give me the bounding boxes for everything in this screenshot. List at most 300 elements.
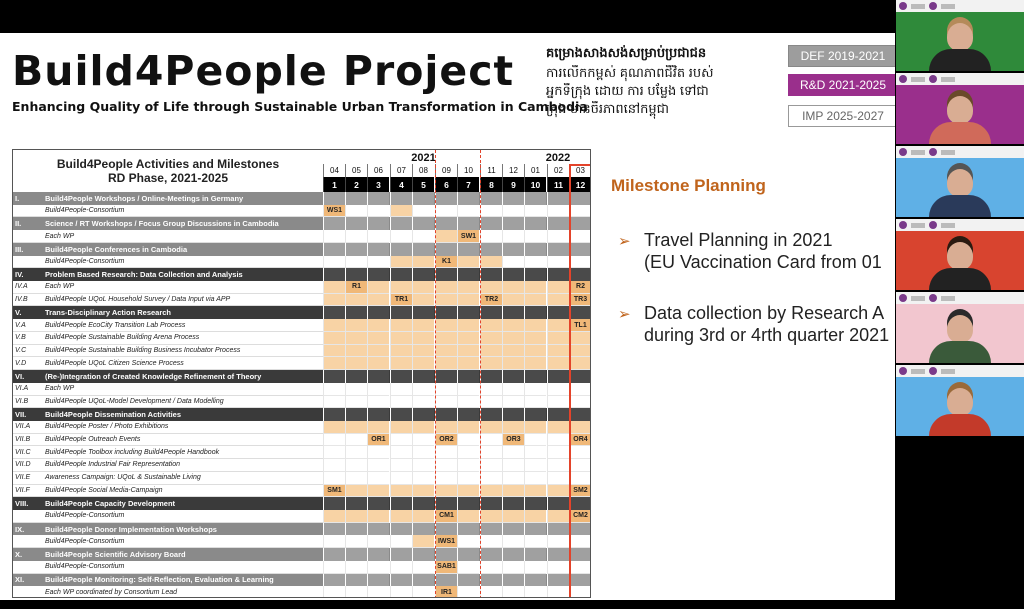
participant-silhouette: [929, 388, 991, 436]
activity-row: [13, 446, 591, 459]
milestone-dash-line-8: [480, 150, 481, 598]
logo-bar-icon: [941, 77, 955, 82]
activity-row: [13, 535, 591, 548]
row-label: [13, 256, 323, 269]
timeline-cell: [412, 574, 434, 587]
timeline-cell: [435, 268, 457, 281]
timeline-cell: [345, 523, 367, 536]
timeline-cell: [480, 421, 502, 434]
bullet-2-line-2: during 3rd or 4rth quarter 2021: [644, 325, 890, 345]
video-tile-2[interactable]: [896, 73, 1024, 144]
activity-row: [13, 319, 591, 332]
timeline-cell: [323, 217, 345, 230]
row-code: VII.A: [15, 423, 31, 431]
timeline-cell: [367, 383, 389, 396]
timeline-cell: [524, 230, 546, 243]
logo-bar-icon: [941, 4, 955, 9]
row-label: [13, 574, 323, 587]
timeline-cell: [502, 230, 524, 243]
timeline-cell: [412, 523, 434, 536]
month-cell: 05: [345, 164, 367, 177]
timeline-cell: [524, 192, 546, 205]
timeline-cell: [345, 319, 367, 332]
milestone-marker: OR1: [367, 434, 389, 447]
row-label-text: Build4People Poster / Photo Exhibitions: [45, 423, 169, 431]
row-label-text: Build4People Capacity Development: [45, 499, 176, 509]
logo-dot-icon: [899, 367, 907, 375]
timeline-cell: [480, 217, 502, 230]
timeline-cell: [390, 370, 412, 383]
timeline-cell: [323, 586, 345, 598]
timeline-cell: [323, 497, 345, 510]
row-label: [13, 370, 323, 383]
timeline-cell: [345, 217, 367, 230]
row-label: [13, 472, 323, 485]
timeline-cell: [457, 205, 479, 218]
timeline-cell: [547, 523, 569, 536]
timeline-cell: [367, 268, 389, 281]
timeline-cell: [502, 421, 524, 434]
row-label-text: Build4People Conferences in Cambodia: [45, 244, 188, 254]
row-code: VII.B: [15, 436, 31, 444]
milestone-marker: SAB1: [435, 561, 457, 574]
timeline-cell: [524, 535, 546, 548]
timeline-cell: [480, 497, 502, 510]
timeline-cell: [345, 434, 367, 447]
timeline-cell: [524, 408, 546, 421]
timeline-cell: [502, 332, 524, 345]
row-label: [13, 230, 323, 243]
timeline-cell: [502, 256, 524, 269]
row-label: [13, 459, 323, 472]
row-label-text: Build4People-Consortium: [45, 257, 125, 265]
timeline-cell: [547, 205, 569, 218]
timeline-cell: [547, 332, 569, 345]
milestone-marker: SM1: [323, 485, 345, 498]
timeline-cell: [412, 586, 434, 598]
timeline-cell: [412, 357, 434, 370]
timeline-cell: [435, 383, 457, 396]
partner-logos-strip: [896, 146, 1024, 158]
period-number-cell: 5: [412, 177, 434, 192]
timeline-cell: [547, 497, 569, 510]
timeline-cell: [435, 230, 457, 243]
timeline-cell: [412, 370, 434, 383]
timeline-cell: [367, 319, 389, 332]
activity-row: [13, 281, 591, 294]
khmer-title: គម្រោងសាងសង់សម្រាប់ប្រជាជន: [546, 45, 707, 60]
month-cell: 09: [435, 164, 457, 177]
timeline-cell: [435, 357, 457, 370]
period-number-cell: 7: [457, 177, 479, 192]
timeline-cell: [524, 383, 546, 396]
timeline-cell: [390, 548, 412, 561]
video-tile-3[interactable]: [896, 146, 1024, 217]
month-cell: 06: [367, 164, 389, 177]
row-label-text: Build4People-Consortium: [45, 512, 125, 520]
timeline-cell: [390, 256, 412, 269]
timeline-cell: [390, 192, 412, 205]
timeline-cell: [524, 485, 546, 498]
timeline-cell: [480, 535, 502, 548]
period-number-cell: 10: [524, 177, 546, 192]
timeline-cell: [480, 574, 502, 587]
timeline-cell: [390, 332, 412, 345]
timeline-cell: [524, 421, 546, 434]
timeline-cell: [390, 306, 412, 319]
logo-bar-icon: [911, 77, 925, 82]
timeline-cell: [502, 319, 524, 332]
timeline-cell: [345, 586, 367, 598]
timeline-cell: [345, 370, 367, 383]
timeline-cell: [367, 408, 389, 421]
year-2021: 2021: [411, 151, 436, 164]
row-label-text: (Re-)Integration of Created Knowledge Refinement of Theory: [45, 371, 262, 381]
timeline-cell: [435, 319, 457, 332]
row-code: V.: [15, 308, 22, 318]
row-label: [13, 586, 323, 598]
timeline-cell: [547, 256, 569, 269]
row-label: [13, 357, 323, 370]
timeline-cell: [547, 472, 569, 485]
timeline-cell: [435, 446, 457, 459]
timeline-cell: [345, 497, 367, 510]
section-row: [13, 523, 591, 536]
row-code: V.D: [15, 359, 27, 367]
timeline-cell: [412, 192, 434, 205]
milestone-marker: K1: [435, 256, 457, 269]
row-code: V.A: [15, 321, 26, 329]
row-code: VII.E: [15, 474, 31, 482]
month-cell: 11: [480, 164, 502, 177]
shoulders-icon: [929, 122, 991, 144]
bullet-travel-planning: [618, 230, 882, 273]
timeline-cell: [457, 459, 479, 472]
timeline-cell: [390, 205, 412, 218]
row-label: [13, 383, 323, 396]
participant-silhouette: [929, 169, 991, 217]
timeline-cell: [435, 192, 457, 205]
timeline-cell: [502, 485, 524, 498]
timeline-cell: [480, 256, 502, 269]
timeline-cell: [524, 319, 546, 332]
activity-row: [13, 472, 591, 485]
logo-bar-icon: [941, 296, 955, 301]
timeline-cell: [547, 446, 569, 459]
timeline-cell: [480, 472, 502, 485]
timeline-cell: [345, 535, 367, 548]
video-tile-5[interactable]: [896, 292, 1024, 363]
timeline-cell: [502, 268, 524, 281]
timeline-cell: [367, 217, 389, 230]
timeline-cell: [367, 561, 389, 574]
row-label: [13, 319, 323, 332]
milestone-marker: R1: [345, 281, 367, 294]
row-label-text: Each WP coordinated by Consortium Lead: [45, 588, 178, 596]
timeline-cell: [412, 485, 434, 498]
timeline-cell: [480, 434, 502, 447]
timeline-cell: [435, 370, 457, 383]
timeline-cell: [457, 497, 479, 510]
timeline-cell: [502, 281, 524, 294]
timeline-cell: [435, 345, 457, 358]
timeline-cell: [457, 192, 479, 205]
timeline-cell: [435, 306, 457, 319]
timeline-cell: [524, 523, 546, 536]
participant-video-panel: [895, 0, 1024, 609]
timeline-cell: [547, 535, 569, 548]
milestone-marker: IR1: [435, 586, 457, 598]
shoulders-icon: [929, 49, 991, 71]
row-code: VII.D: [15, 461, 31, 469]
head-icon: [947, 169, 973, 197]
timeline-cell: [367, 281, 389, 294]
timeline-cell: [345, 459, 367, 472]
timeline-cell: [367, 446, 389, 459]
row-label-text: Science / RT Workshops / Focus Group Discussions in Cambodia: [45, 219, 279, 229]
timeline-cell: [457, 243, 479, 256]
timeline-cell: [502, 497, 524, 510]
timeline-cell: [367, 256, 389, 269]
timeline-cell: [412, 408, 434, 421]
row-label: [13, 332, 323, 345]
activity-row: [13, 383, 591, 396]
logo-bar-icon: [941, 223, 955, 228]
timeline-cell: [412, 446, 434, 459]
activity-row: [13, 357, 591, 370]
timeline-cell: [345, 548, 367, 561]
activity-row: [13, 256, 591, 269]
logo-dot-icon: [929, 75, 937, 83]
row-label: [13, 306, 323, 319]
timeline-cell: [502, 396, 524, 409]
month-cell: 12: [502, 164, 524, 177]
milestone-marker: TR3: [569, 294, 591, 307]
year-2022: 2022: [545, 151, 571, 164]
timeline-cell: [435, 497, 457, 510]
timeline-cell: [502, 217, 524, 230]
timeline-cell: [412, 243, 434, 256]
timeline-cell: [524, 268, 546, 281]
timeline-cell: [367, 230, 389, 243]
timeline-cell: [502, 535, 524, 548]
timeline-cell: [547, 485, 569, 498]
activity-row: [13, 332, 591, 345]
logo-dot-icon: [929, 294, 937, 302]
activity-row: [13, 561, 591, 574]
timeline-cell: [524, 586, 546, 598]
activity-row: [13, 396, 591, 409]
timeline-cell: [412, 383, 434, 396]
period-number-cell: 2: [345, 177, 367, 192]
timeline-cell: [457, 345, 479, 358]
logo-bar-icon: [941, 150, 955, 155]
row-label-text: Build4People-Consortium: [45, 207, 125, 215]
shoulders-icon: [929, 195, 991, 217]
row-code: IX.: [15, 524, 25, 534]
timeline-cell: [480, 306, 502, 319]
activity-row: [13, 294, 591, 307]
bullet-1-line-2: (EU Vaccination Card from 01: [644, 252, 882, 272]
timeline-cell: [323, 472, 345, 485]
timeline-cell: [412, 345, 434, 358]
timeline-cell: [323, 243, 345, 256]
timeline-cell: [345, 205, 367, 218]
timeline-cell: [390, 383, 412, 396]
period-number-cell: 12: [569, 177, 591, 192]
logo-bar-icon: [911, 223, 925, 228]
row-label: [13, 345, 323, 358]
timeline-cell: [367, 294, 389, 307]
slide-title: Build4People Project: [12, 47, 515, 95]
month-cell: 01: [524, 164, 546, 177]
activity-row: [13, 421, 591, 434]
timeline-cell: [457, 294, 479, 307]
head-icon: [947, 388, 973, 416]
activity-row: [13, 345, 591, 358]
section-row: [13, 497, 591, 510]
timeline-cell: [323, 370, 345, 383]
row-label-text: Build4People UQoL Citizen Science Process: [45, 359, 184, 367]
section-row: [13, 268, 591, 281]
participant-silhouette: [929, 315, 991, 363]
gantt-title: [13, 150, 323, 192]
timeline-cell: [480, 370, 502, 383]
timeline-cell: [323, 345, 345, 358]
row-label: [13, 192, 323, 205]
timeline-cell: [547, 294, 569, 307]
month-cell: 02: [547, 164, 569, 177]
bullet-1-line-1: Travel Planning in 2021: [644, 230, 833, 250]
timeline-cell: [480, 243, 502, 256]
timeline-cell: [412, 230, 434, 243]
timeline-cell: [412, 434, 434, 447]
timeline-cell: [524, 370, 546, 383]
timeline-cell: [524, 472, 546, 485]
timeline-cell: [480, 446, 502, 459]
timeline-cell: [435, 217, 457, 230]
row-label-text: Build4People Dissemination Activities: [45, 410, 182, 420]
timeline-cell: [480, 396, 502, 409]
timeline-cell: [323, 574, 345, 587]
timeline-cell: [547, 383, 569, 396]
row-label-text: Build4People-Consortium: [45, 563, 125, 571]
timeline-cell: [390, 243, 412, 256]
section-row: [13, 408, 591, 421]
timeline-cell: [524, 434, 546, 447]
timeline-cell: [345, 306, 367, 319]
timeline-cell: [345, 357, 367, 370]
timeline-cell: [524, 243, 546, 256]
partner-logos-strip: [896, 0, 1024, 12]
section-row: [13, 217, 591, 230]
video-tile-1[interactable]: [896, 0, 1024, 71]
timeline-cell: [345, 446, 367, 459]
shared-slide: [0, 33, 895, 600]
milestone-dash-line-6: [435, 150, 436, 598]
logo-bar-icon: [911, 4, 925, 9]
row-label: [13, 217, 323, 230]
timeline-cell: [457, 357, 479, 370]
logo-dot-icon: [929, 148, 937, 156]
timeline-cell: [390, 268, 412, 281]
video-tile-4[interactable]: [896, 219, 1024, 290]
timeline-cell: [412, 294, 434, 307]
timeline-cell: [524, 256, 546, 269]
timeline-cell: [412, 332, 434, 345]
milestone-marker: TL1: [569, 319, 591, 332]
timeline-cell: [502, 243, 524, 256]
partner-logos-strip: [896, 292, 1024, 304]
timeline-cell: [367, 192, 389, 205]
timeline-cell: [502, 574, 524, 587]
timeline-cell: [435, 243, 457, 256]
timeline-cell: [524, 294, 546, 307]
row-label-text: Build4People Social Media-Campaign: [45, 486, 163, 494]
arrow-bullet-icon: ➢: [618, 306, 631, 323]
timeline-cell: [457, 561, 479, 574]
logo-dot-icon: [899, 75, 907, 83]
row-label-text: Build4People Outreach Events: [45, 436, 141, 444]
timeline-cell: [367, 586, 389, 598]
timeline-cell: [323, 396, 345, 409]
timeline-cell: [345, 561, 367, 574]
row-label: [13, 523, 323, 536]
timeline-cell: [480, 523, 502, 536]
row-label: [13, 548, 323, 561]
row-code: I.: [15, 193, 20, 203]
timeline-cell: [323, 230, 345, 243]
timeline-cell: [367, 574, 389, 587]
activity-row: [13, 485, 591, 498]
row-code: V.C: [15, 346, 27, 354]
timeline-cell: [367, 510, 389, 523]
timeline-cell: [367, 345, 389, 358]
timeline-cell: [547, 319, 569, 332]
timeline-cell: [435, 281, 457, 294]
month-cell: 04: [323, 164, 345, 177]
video-tile-6[interactable]: [896, 365, 1024, 436]
timeline-cell: [390, 357, 412, 370]
timeline-cell: [502, 357, 524, 370]
timeline-cell: [390, 421, 412, 434]
timeline-cell: [345, 230, 367, 243]
timeline-cell: [367, 205, 389, 218]
participant-silhouette: [929, 23, 991, 71]
period-number-cell: 3: [367, 177, 389, 192]
timeline-cell: [345, 243, 367, 256]
row-label: [13, 268, 323, 281]
timeline-cell: [323, 523, 345, 536]
timeline-cell: [480, 268, 502, 281]
timeline-cell: [547, 192, 569, 205]
row-label: [13, 535, 323, 548]
timeline-cell: [412, 281, 434, 294]
timeline-cell: [323, 294, 345, 307]
timeline-cell: [524, 281, 546, 294]
row-code: IV.: [15, 270, 24, 280]
row-label-text: Build4People Industrial Fair Representation: [45, 461, 181, 469]
milestone-marker: R2: [569, 281, 591, 294]
row-label-text: Each WP: [45, 385, 75, 393]
timeline-cell: [547, 408, 569, 421]
timeline-cell: [547, 574, 569, 587]
timeline-cell: [412, 319, 434, 332]
timeline-cell: [323, 306, 345, 319]
timeline-cell: [457, 586, 479, 598]
month-cell: 07: [390, 164, 412, 177]
timeline-cell: [323, 561, 345, 574]
